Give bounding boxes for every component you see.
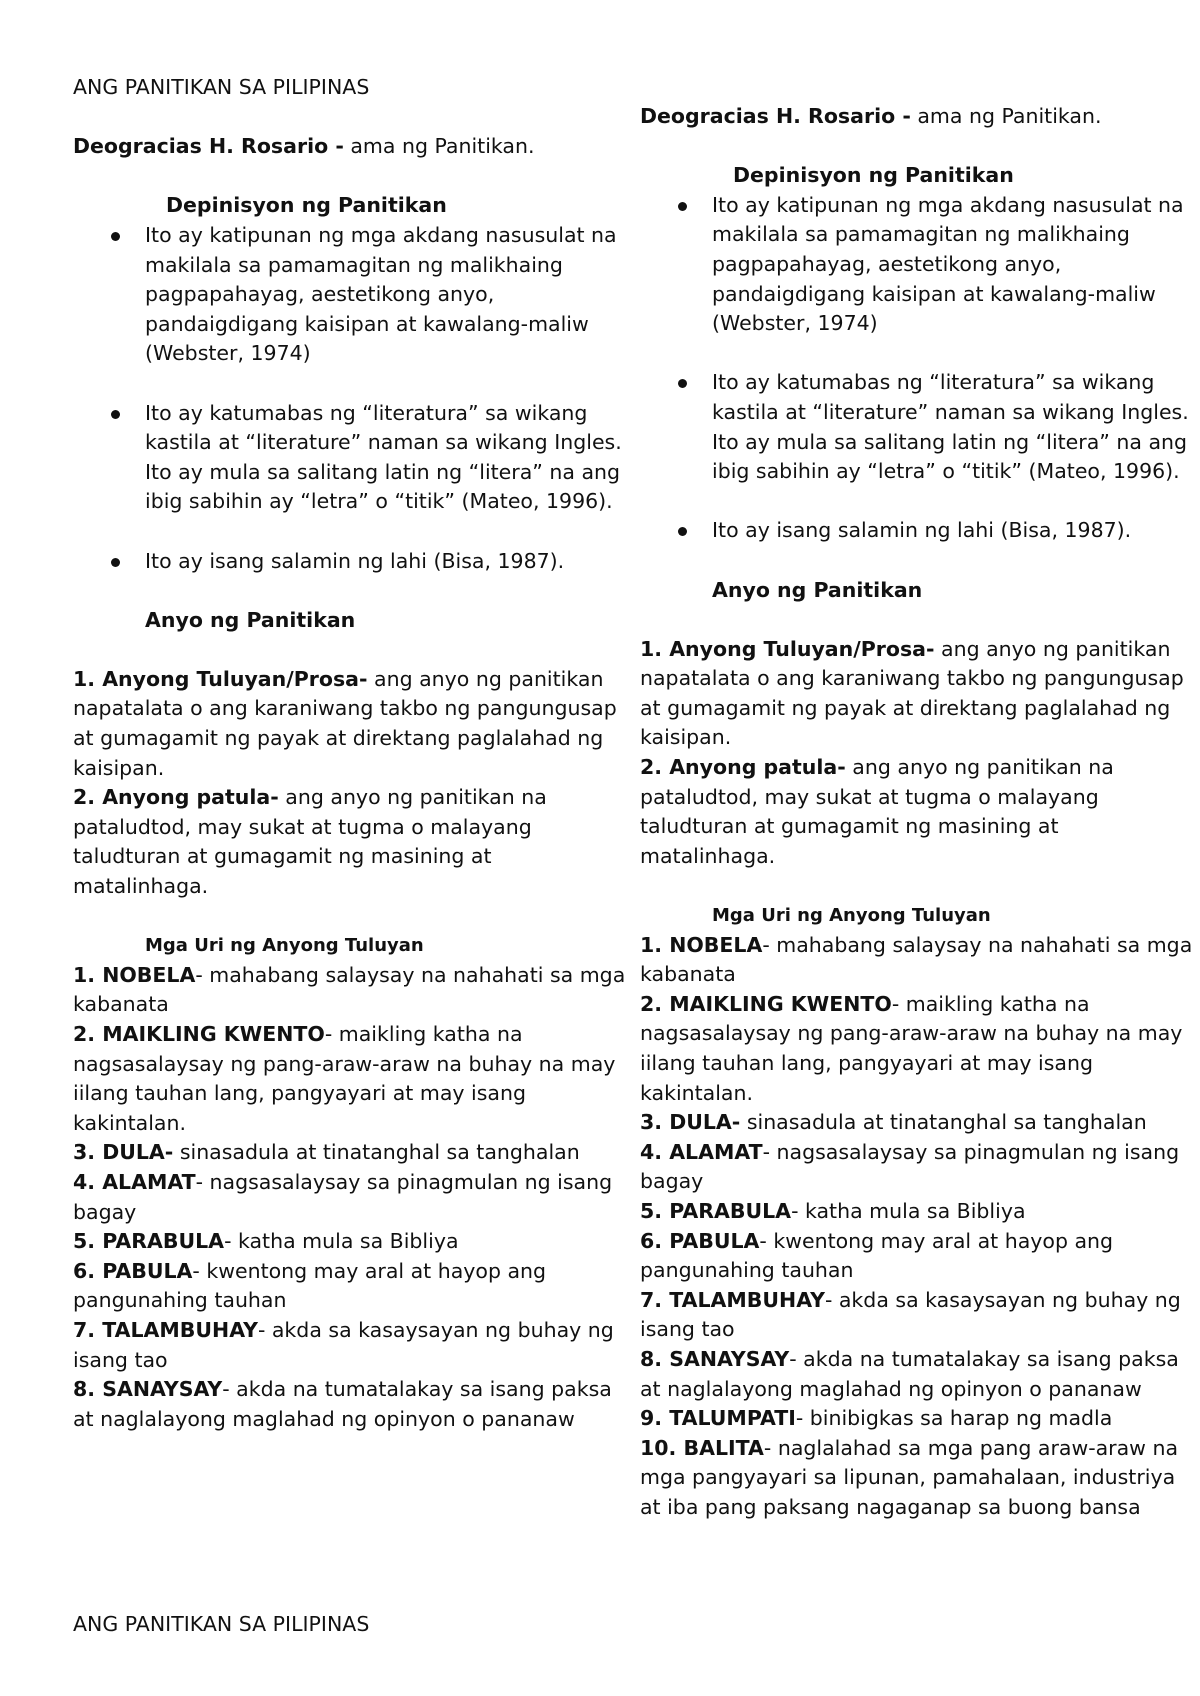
uri-item — [73, 1375, 628, 1434]
uri-term: 7. TALAMBUHAY — [73, 1317, 258, 1342]
uri-desc: - mahabang salaysay na nahahati sa mga kabanata — [73, 962, 626, 1017]
left-column — [73, 73, 628, 1434]
uri-desc: - mahabang salaysay na nahahati sa mga kabanata — [640, 932, 1193, 987]
uri-term: 6. PABULA — [73, 1258, 193, 1283]
author-line — [73, 132, 628, 162]
uri-item — [73, 1138, 628, 1168]
anyo-term: 1. Anyong Tuluyan/Prosa- — [640, 636, 935, 661]
uri-term: 3. DULA- — [640, 1110, 741, 1135]
anyo-item — [640, 635, 1195, 753]
uri-item — [640, 931, 1195, 990]
uri-heading: Mga Uri ng Anyong Tuluyan — [145, 935, 424, 957]
uri-desc: - akda na tumatalakay sa isang paksa at naglalayong maglahad ng opinyon o pananaw — [73, 1377, 612, 1431]
uri-item — [640, 1345, 1195, 1404]
right-column — [640, 102, 1195, 1523]
definition-list — [73, 221, 628, 576]
uri-term: 10. BALITA — [640, 1435, 764, 1460]
uri-desc: - akda na tumatalakay sa isang paksa at naglalayong maglahad ng opinyon o pananaw — [640, 1346, 1179, 1401]
anyo-heading: Anyo ng Panitikan — [145, 607, 356, 632]
anyo-desc: ang anyo ng panitikan napatalata o ang karaniwang takbo ng pangungusap at gumagamit ng payak at direktang paglalahad ng kaisipan. — [640, 636, 1184, 750]
uri-term: 5. PARABULA — [640, 1198, 792, 1223]
author-role: ama ng Panitikan. — [350, 134, 535, 159]
anyo-term: 2. Anyong patula- — [640, 755, 846, 780]
uri-term: 9. TALUMPATI — [640, 1406, 796, 1431]
uri-term: 4. ALAMAT — [73, 1169, 196, 1194]
definition-item: Ito ay isang salamin ng lahi (Bisa, 1987). — [73, 547, 628, 577]
uri-desc: sinasadula at tinatanghal sa tanghalan — [740, 1110, 1147, 1135]
anyo-item — [73, 665, 628, 783]
uri-desc: - akda sa kasaysayan ng buhay ng isang tao — [73, 1317, 614, 1372]
uri-desc: sinasadula at tinatanghal sa tanghalan — [173, 1140, 580, 1165]
uri-term: 1. NOBELA — [640, 932, 763, 957]
author-role: ama ng Panitikan. — [917, 104, 1102, 128]
definition-item: Ito ay katipunan ng mga akdang nasusulat na makilala sa pamamagitan ng malikhaing pagpapahayag, aestetikong anyo, pandaigdigang kaisipan at kawalang-maliw (Webster, 1974) — [73, 221, 628, 369]
definition-list — [640, 191, 1195, 546]
anyo-heading: Anyo ng Panitikan — [712, 577, 923, 602]
uri-term: 8. SANAYSAY — [640, 1346, 790, 1371]
uri-item — [73, 1227, 628, 1257]
definition-heading: Depinisyon ng Panitikan — [733, 163, 1014, 188]
uri-desc: - naglalahad sa mga pang araw-araw na mga pangyayari sa lipunan, pamahalaan, industriya at iba pang paksang nagaganap sa buong bansa — [640, 1435, 1179, 1519]
uri-term: 7. TALAMBUHAY — [640, 1287, 825, 1312]
uri-item — [640, 1434, 1195, 1523]
document-title: ANG PANITIKAN SA PILIPINAS — [73, 75, 370, 99]
uri-item — [640, 1286, 1195, 1345]
anyo-term: 1. Anyong Tuluyan/Prosa- — [73, 666, 368, 691]
uri-term: 4. ALAMAT — [640, 1139, 763, 1164]
uri-desc: - maikling katha na nagsasalaysay ng pang-araw-araw na buhay na may iilang tauhan lang, pangyayari at may isang kakintalan. — [640, 991, 1183, 1105]
uri-item — [73, 1257, 628, 1316]
uri-item — [640, 990, 1195, 1108]
uri-desc: - katha mula sa Bibliya — [224, 1229, 459, 1254]
uri-desc: - nagsasalaysay sa pinagmulan ng isang bagay — [640, 1139, 1180, 1194]
bottom-title: ANG PANITIKAN SA PILIPINAS — [73, 1612, 370, 1636]
anyo-item — [640, 753, 1195, 871]
uri-desc: - maikling katha na nagsasalaysay ng pang-araw-araw na buhay na may iilang tauhan lang, pangyayari at may isang kakintalan. — [73, 1022, 616, 1135]
uri-desc: - kwentong may aral at hayop ang pangunahing tauhan — [640, 1228, 1114, 1283]
uri-item — [73, 1020, 628, 1138]
anyo-item — [73, 783, 628, 901]
uri-desc: - kwentong may aral at hayop ang pangunahing tauhan — [73, 1258, 547, 1313]
uri-term: 6. PABULA — [640, 1228, 760, 1253]
uri-item — [73, 1316, 628, 1375]
author-name: Deogracias H. Rosario - — [73, 134, 344, 159]
uri-item — [640, 1227, 1195, 1286]
uri-desc: - nagsasalaysay sa pinagmulan ng isang bagay — [73, 1169, 613, 1224]
uri-item — [640, 1404, 1195, 1434]
uri-item — [73, 961, 628, 1020]
uri-item — [640, 1108, 1195, 1138]
uri-term: 5. PARABULA — [73, 1229, 225, 1254]
uri-term: 3. DULA- — [73, 1140, 174, 1165]
definition-item: Ito ay katipunan ng mga akdang nasusulat na makilala sa pamamagitan ng malikhaing pagpapahayag, aestetikong anyo, pandaigdigang kaisipan at kawalang-maliw (Webster, 1974) — [640, 191, 1195, 339]
uri-item — [73, 1168, 628, 1227]
definition-item: Ito ay katumabas ng “literatura” sa wikang kastila at “literature” naman sa wikang Ingles. Ito ay mula sa salitang latin ng “litera” na ang ibig sabihin ay “letra” o “titik” (Mateo, 1996). — [73, 399, 628, 517]
anyo-term: 2. Anyong patula- — [73, 785, 279, 810]
author-name: Deogracias H. Rosario - — [640, 104, 911, 128]
uri-heading: Mga Uri ng Anyong Tuluyan — [712, 905, 991, 927]
uri-term: 2. MAIKLING KWENTO — [73, 1022, 325, 1046]
uri-desc: - binibigkas sa harap ng madla — [795, 1406, 1113, 1431]
definition-item: Ito ay katumabas ng “literatura” sa wikang kastila at “literature” naman sa wikang Ingles. Ito ay mula sa salitang latin ng “litera” na ang ibig sabihin ay “letra” o “titik” (Mateo, 1996). — [640, 368, 1195, 486]
definition-heading: Depinisyon ng Panitikan — [166, 193, 447, 218]
anyo-desc: ang anyo ng panitikan na pataludtod, may sukat at tugma o malayang taludturan at gumagamit ng masining at matalinhaga. — [73, 785, 547, 899]
definition-item: Ito ay isang salamin ng lahi (Bisa, 1987). — [640, 516, 1195, 546]
uri-desc: - katha mula sa Bibliya — [791, 1198, 1026, 1223]
uri-desc: - akda sa kasaysayan ng buhay ng isang tao — [640, 1287, 1181, 1342]
uri-term: 2. MAIKLING KWENTO — [640, 991, 892, 1016]
uri-item — [640, 1197, 1195, 1227]
anyo-desc: ang anyo ng panitikan napatalata o ang karaniwang takbo ng pangungusap at gumagamit ng payak at direktang paglalahad ng kaisipan. — [73, 666, 617, 780]
uri-term: 8. SANAYSAY — [73, 1377, 223, 1402]
author-line — [640, 102, 1195, 132]
uri-term: 1. NOBELA — [73, 962, 196, 987]
anyo-desc: ang anyo ng panitikan na pataludtod, may sukat at tugma o malayang taludturan at gumagamit ng masining at matalinhaga. — [640, 755, 1114, 868]
uri-item — [640, 1138, 1195, 1197]
